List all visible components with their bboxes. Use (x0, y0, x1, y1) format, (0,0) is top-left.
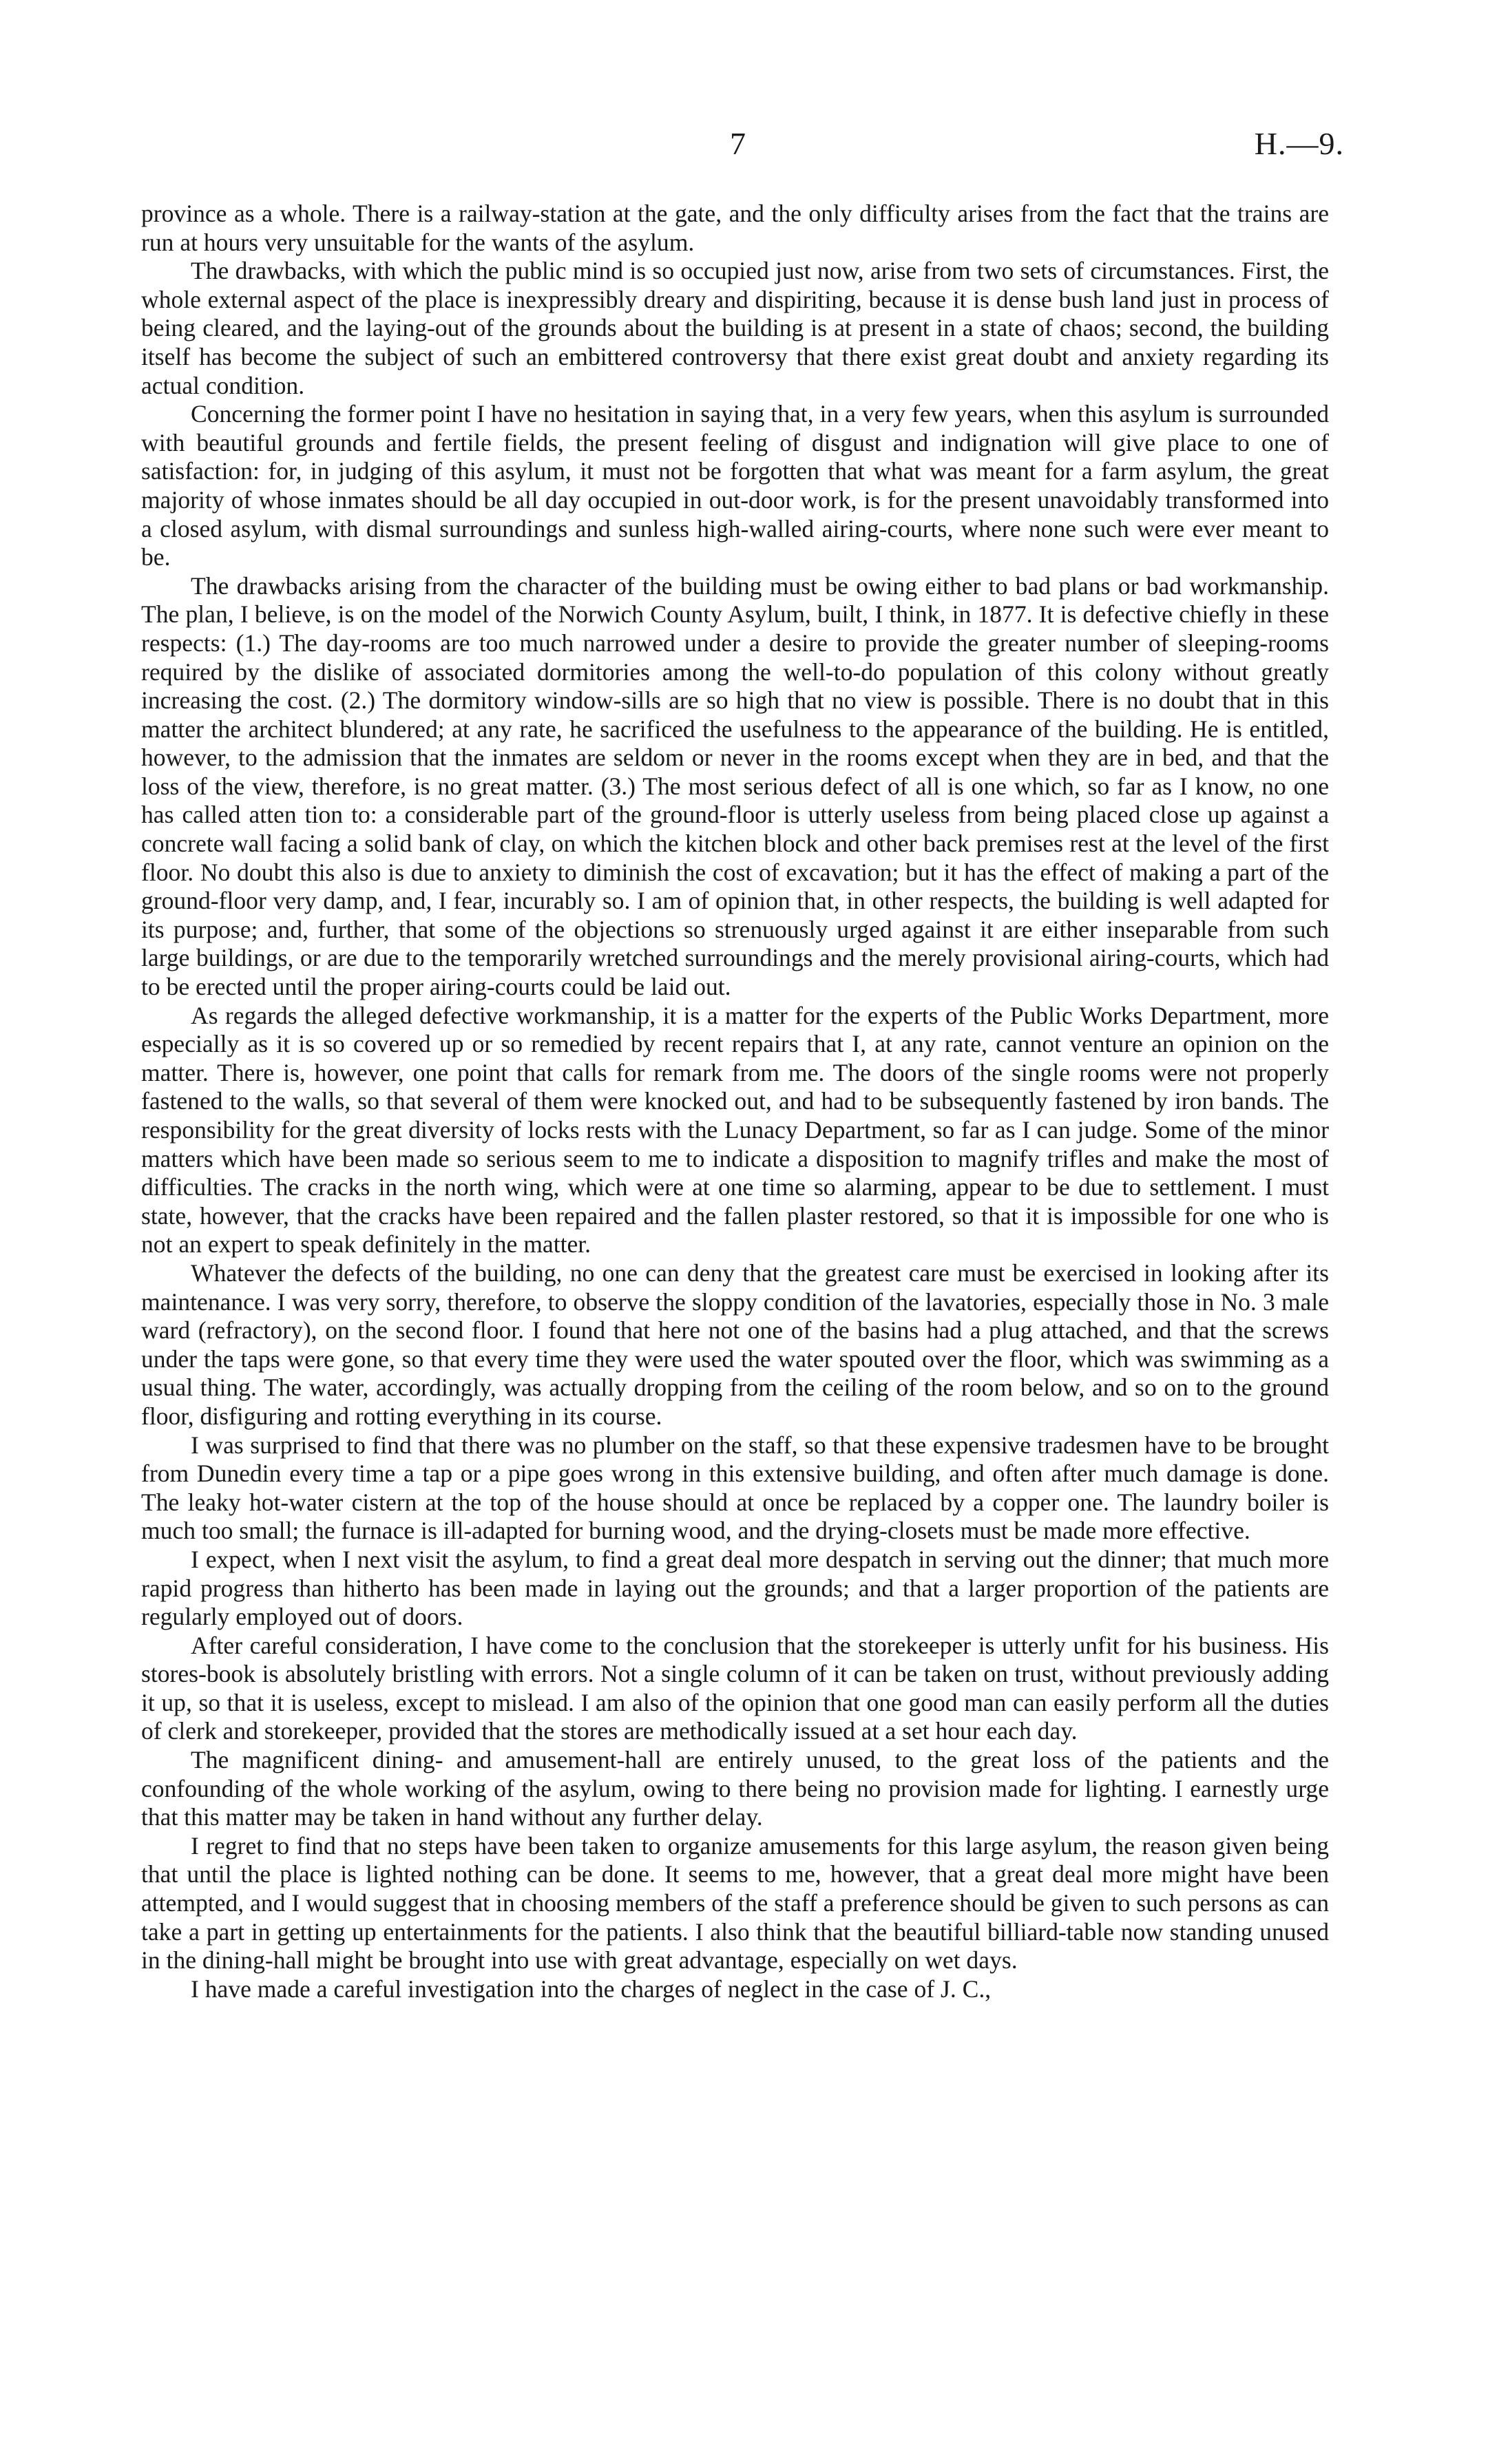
paragraph: I regret to find that no steps have been taken to organize amusements for this large asylum, the reason given being that until the place is lighted nothing can be done. It seems to me, however, that a great deal more might have been attempted, and I would suggest that in choosing members of the staff a preference should be given to such persons as can take a part in getting up entertainments for the patients. I also think that the beautiful billiard-table now standing unused in the dining-hall might be brought into use with great advantage, especially on wet days. (141, 1831, 1329, 1975)
paragraph: The drawbacks arising from the character of the building must be owing either to bad plans or bad workmanship. The plan, I believe, is on the model of the Norwich County Asylum, built, I think, in 1877. It is defective chiefly in these respects: (1.) The day-rooms are too much narrowed under a desire to provide the greater number of sleeping-rooms required by the dislike of associated dormitories among the well-to-do population of this colony without greatly increasing the cost. (2.) The dormitory window-sills are so high that no view is possible. There is no doubt that in this matter the architect blundered; at any rate, he sacrificed the usefulness to the appearance of the building. He is entitled, however, to the admission that the inmates are seldom or never in the rooms except when they are in bed, and that the loss of the view, therefore, is no great matter. (3.) The most serious defect of all is one which, so far as I know, no one has called atten tion to: a considerable part of the ground-floor is utterly useless from being placed close up against a concrete wall facing a solid bank of clay, on which the kitchen block and other back premises rest at the level of the first floor. No doubt this also is due to anxiety to diminish the cost of excavation; but it has the effect of making a part of the ground-floor very damp, and, I fear, incurably so. I am of opinion that, in other respects, the building is well adapted for its purpose; and, further, that some of the objections so strenuously urged against it are either inseparable from such large buildings, or are due to the temporarily wretched surroundings and the merely provisional airing-courts, which had to be erected until the proper airing-courts could be laid out. (141, 571, 1329, 1001)
paragraph: The magnificent dining- and amusement-hall are entirely unused, to the great loss of the patients and the confounding of the whole working of the asylum, owing to there being no provision made for lighting. I earnestly urge that this matter may be taken in hand without any further delay. (141, 1746, 1329, 1831)
paragraph: I was surprised to find that there was no plumber on the staff, so that these expensive tradesmen have to be brought from Dunedin every time a tap or a pipe goes wrong in this extensive building, and often after much damage is done. The leaky hot-water cistern at the top of the house should at once be replaced by a copper one. The laundry boiler is much too small; the furnace is ill-adapted for burning wood, and the drying-closets must be made more effective. (141, 1431, 1329, 1545)
paragraph: After careful consideration, I have come to the conclusion that the storekeeper is utterly unfit for his business. His stores-book is absolutely bristling with errors. Not a single column of it can be taken on trust, without previously adding it up, so that it is useless, except to mislead. I am also of the opinion that one good man can easily perform all the duties of clerk and storekeeper, provided that the stores are methodically issued at a set hour each day. (141, 1631, 1329, 1745)
paragraph: Whatever the defects of the building, no one can deny that the greatest care must be exercised in looking after its maintenance. I was very sorry, therefore, to observe the sloppy condition of the lavatories, especially those in No. 3 male ward (refractory), on the second floor. I found that here not one of the basins had a plug attached, and that the screws under the taps were gone, so that every time they were used the water spouted over the floor, which was swimming as a usual thing. The water, accordingly, was actually dropping from the ceiling of the room below, and so on to the ground floor, disfiguring and rotting everything in its course. (141, 1259, 1329, 1430)
paragraph: province as a whole. There is a railway-station at the gate, and the only difficulty arises from the fact that the trains are run at hours very unsuitable for the wants of the asylum. (141, 200, 1329, 256)
paragraph: Concerning the former point I have no hesitation in saying that, in a very few years, when this asylum is surrounded with beautiful grounds and fertile fields, the present feeling of disgust and indignation will give place to one of satisfaction: for, in judging of this asylum, it must not be forgotten that what was meant for a farm asylum, the great majority of whose inmates should be all day occupied in out-door work, is for the present unavoidably transformed into a closed asylum, with dismal surroundings and sunless high-walled airing-courts, where none such were ever meant to be. (141, 400, 1329, 571)
paragraph: I have made a careful investigation into the charges of neglect in the case of J. C., (191, 1975, 992, 2003)
body-text (141, 200, 1329, 2003)
document-reference: H.—9. (1254, 126, 1344, 161)
paragraph: As regards the alleged defective workmanship, it is a matter for the experts of the Public Works Department, more especially as it is so covered up or so remedied by recent repairs that I, at any rate, cannot venture an opinion on the matter. There is, however, one point that calls for remark from me. The doors of the single rooms were not properly fastened to the walls, so that several of them were knocked out, and had to be subsequently fastened by iron bands. The responsibility for the great diversity of locks rests with the Lunacy Department, so far as I can judge. Some of the minor matters which have been made so serious seem to me to indicate a disposition to magnify trifles and make the most of difficulties. The cracks in the north wing, which were at one time so alarming, appear to be due to settlement. I must state, however, that the cracks have been repaired and the fallen plaster restored, so that it is impossible for one who is not an expert to speak definitely in the matter. (141, 1001, 1329, 1259)
paragraph: The drawbacks, with which the public mind is so occupied just now, arise from two sets of circumstances. First, the whole external aspect of the place is inexpressibly dreary and dispiriting, because it is dense bush land just in process of being cleared, and the laying-out of the grounds about the building is at present in a state of chaos; second, the building itself has become the subject of such an embittered controversy that there exist great doubt and anxiety regarding its actual condition. (141, 257, 1329, 399)
paragraph: I expect, when I next visit the asylum, to find a great deal more despatch in serving out the dinner; that much more rapid progress than hitherto has been made in laying out the grounds; and that a larger proportion of the patients are regularly employed out of doors. (141, 1545, 1329, 1631)
page-number: 7 (730, 126, 746, 161)
